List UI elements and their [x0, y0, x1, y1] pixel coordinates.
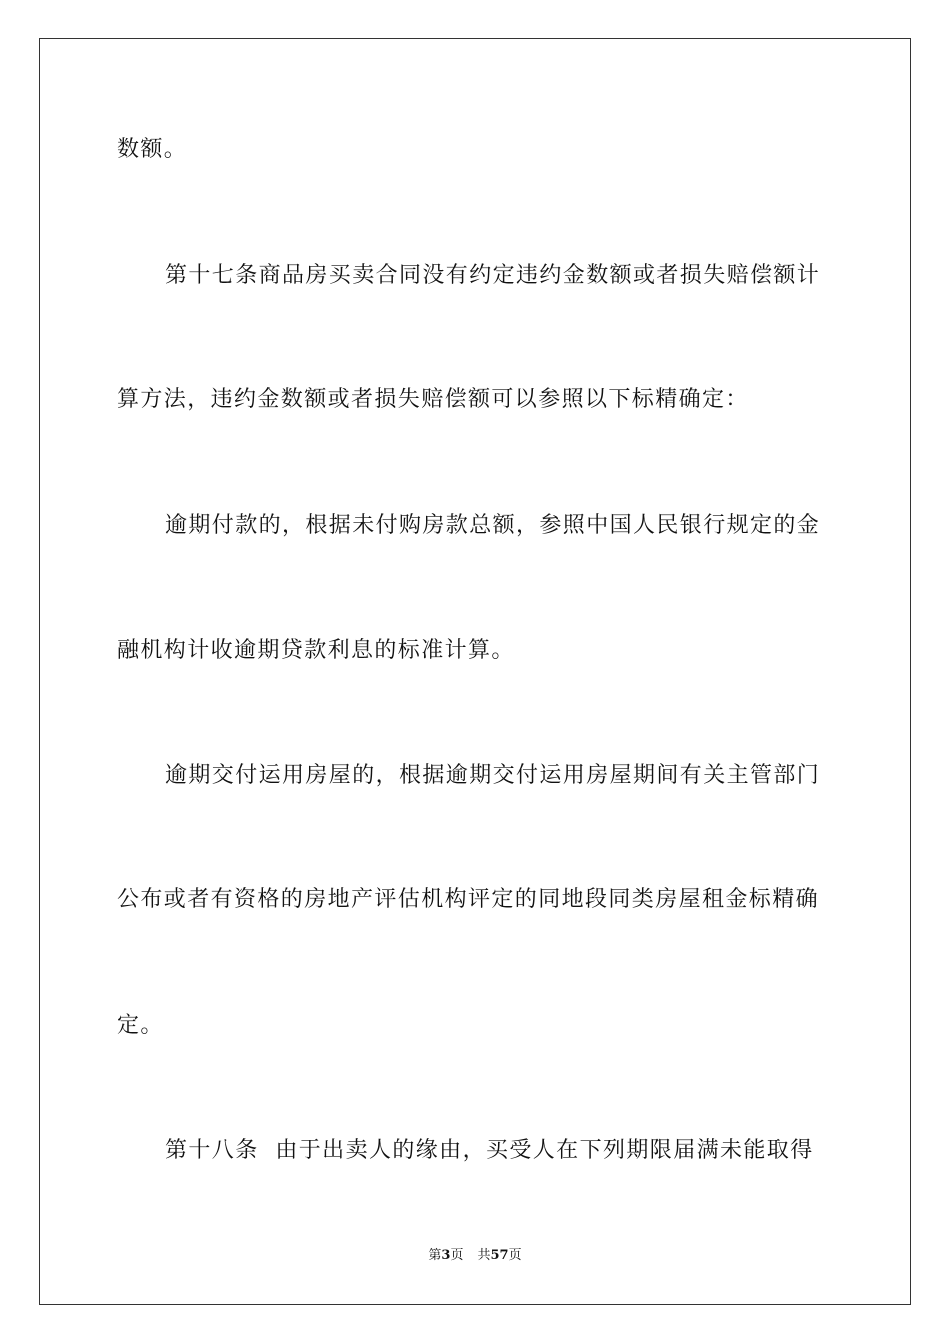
text-line-4: 逾期付款的，根据未付购房款总额，参照中国人民银行规定的金 — [165, 513, 821, 538]
page-border — [39, 38, 911, 1305]
text-line-1: 数额。 — [117, 137, 188, 162]
footer-total-pages: 57 — [490, 1248, 509, 1263]
text-line-5: 融机构计收逾期贷款利息的标准计算。 — [117, 638, 515, 663]
footer-total-suffix: 页 — [508, 1248, 522, 1263]
text-line-8: 定。 — [117, 1013, 164, 1038]
footer-page-suffix: 页 — [450, 1248, 464, 1263]
footer-page-number: 3 — [441, 1248, 451, 1263]
page-footer — [0, 1247, 950, 1265]
footer-page-prefix: 第 — [428, 1248, 442, 1263]
text-line-7: 公布或者有资格的房地产评估机构评定的同地段同类房屋租金标精确 — [117, 887, 820, 912]
text-line-2: 第十七条商品房买卖合同没有约定违约金数额或者损失赔偿额计 — [165, 263, 821, 288]
text-line-6: 逾期交付运用房屋的，根据逾期交付运用房屋期间有关主管部门 — [165, 763, 821, 788]
footer-total-prefix: 共 — [477, 1248, 491, 1263]
text-line-3: 算方法，违约金数额或者损失赔偿额可以参照以下标精确定： — [117, 387, 749, 412]
text-line-9: 第十八条 由于出卖人的缘由，买受人在下列期限届满未能取得 — [165, 1138, 814, 1163]
